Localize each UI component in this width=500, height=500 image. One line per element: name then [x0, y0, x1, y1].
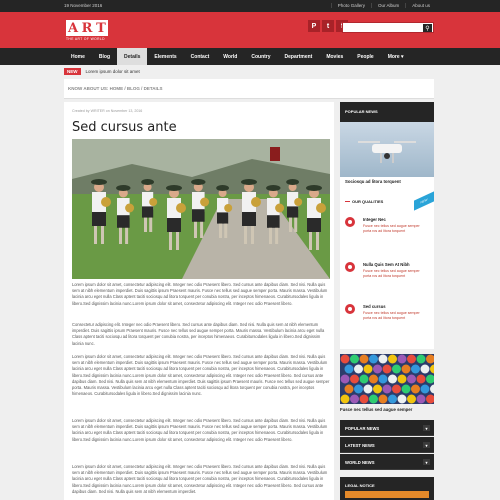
lottery-ball	[350, 355, 359, 364]
lottery-ball	[350, 375, 359, 384]
lottery-ball	[379, 355, 388, 364]
lottery-ball	[383, 365, 392, 374]
band-figure-shape	[217, 212, 228, 223]
band-figure-shape	[242, 212, 256, 226]
twitter-icon[interactable]: t	[322, 20, 334, 32]
quality-icon	[345, 304, 355, 314]
quality-desc: Fusce nec tellus sed augue semper porta ros ad litora torquent	[363, 224, 420, 233]
nav-blog[interactable]: Blog	[98, 53, 111, 60]
balls-image[interactable]	[340, 354, 434, 404]
band-figure-shape	[294, 218, 297, 232]
search-input[interactable]	[342, 22, 434, 33]
lottery-ball	[388, 355, 397, 364]
article-paragraph: Lorem ipsum dolor sit amet, consectetur adipiscing elit. Integer nec odio Praesent libero. Sed cursus ante dapibus diam. Sed nisi. Nulla quis sem at nibh elementum imperdiet. Duis sagittis ipsum Praesent mauris. Fusce nec tellus sed augue semper porta. Mauris massa. Vestibulum lacinia arcu eget nulla Class aptent taciti sociosqu ad litora torquent per conubia nostra, per inceptos himenaeos. Curabitursodales ligula in libero.Sed dignissim lacinia nunc.Lorem ipsum dolor sit amet, consectetur adipiscing elit. Integer nec odio Praesent libero.	[72, 418, 328, 442]
site-logo[interactable]	[66, 20, 108, 41]
lottery-ball	[430, 365, 434, 374]
lottery-ball	[417, 375, 426, 384]
lottery-ball	[354, 365, 363, 374]
band-figure-shape	[294, 198, 302, 206]
lottery-ball	[373, 365, 382, 374]
lottery-ball	[341, 375, 350, 384]
drone-caption[interactable]: Sociosqu ad litora torquent	[345, 179, 401, 184]
nav-home[interactable]: Home	[71, 53, 85, 60]
nav-country[interactable]: Country	[251, 53, 271, 60]
band-figure-shape	[176, 203, 186, 213]
nav-details[interactable]: Details	[117, 48, 147, 65]
lottery-ball	[360, 355, 369, 364]
band-figure-shape	[149, 198, 157, 206]
band-figure-shape	[309, 232, 312, 250]
quality-desc: Fusce nec tellus sed augue semper porta ros ad litora torquent	[363, 269, 420, 278]
lottery-ball	[379, 395, 388, 404]
site-header	[0, 12, 500, 48]
lottery-ball	[388, 375, 397, 384]
lottery-ball	[388, 395, 397, 404]
article-meta: Created by WRITER on November 13, 2016	[72, 109, 143, 113]
pinterest-icon[interactable]: P	[308, 20, 320, 32]
lottery-ball	[345, 385, 354, 394]
lottery-ball	[383, 385, 392, 394]
band-figure-shape	[306, 185, 322, 191]
top-link-photo-gallery[interactable]: Photo Gallery	[331, 3, 371, 8]
lottery-ball	[407, 395, 416, 404]
band-figure-shape	[141, 179, 154, 185]
band-figure-shape	[289, 218, 292, 232]
list-popular-news[interactable]	[340, 420, 434, 436]
band-figure-shape	[200, 198, 209, 207]
band-figure-shape	[200, 222, 203, 238]
band-figure-shape	[94, 226, 97, 244]
article-paragraph: Consectetur adipiscing elit. Integer nec odio Praesent libero. Sed cursus ante dapibus diam. Sed nisi. Nulla quis sem at nibh elementum imperdiet. Duis sagittis ipsum Praesent mauris. Fusce nec tellus sed augue semper porta. Mauris massa. Vestibulum lacinia arcu eget nulla Class aptent taciti sociosqu ad litora torquent per conubia nostra, per inceptos himenaeos. Curabitursodales ligula in libero.Sed dignissim lacinia nunc.	[72, 322, 325, 346]
list-label: WORLD NEWS	[345, 460, 375, 465]
lottery-ball	[369, 355, 378, 364]
lottery-ball	[369, 375, 378, 384]
quality-icon	[345, 217, 355, 227]
top-link-our-album[interactable]: Our Album	[371, 3, 405, 8]
sidebar	[340, 102, 434, 500]
chevron-down-icon[interactable]: ▾	[423, 459, 430, 465]
band-figure-shape	[251, 197, 261, 207]
band-figure-shape	[316, 232, 319, 250]
band-figure-shape	[192, 209, 205, 222]
band-figure-shape	[144, 218, 147, 232]
quality-title: Sed cursus	[363, 304, 386, 309]
band-figure-shape	[176, 232, 179, 250]
nav-more[interactable]: More ▾	[387, 53, 404, 60]
lottery-ball	[402, 365, 411, 374]
band-figure-shape	[167, 218, 181, 232]
lottery-ball	[364, 385, 373, 394]
quality-icon	[345, 262, 355, 272]
article-paragraph: Lorem ipsum dolor sit amet, consectetur adipiscing elit. Integer nec odio Praesent libero. Sed cursus ante dapibus diam. Sed nisi. Nulla quis sem at nibh elementum imperdiet. Duis sagittis ipsum Praesent mauris. Fusce nec tellus sed augue semper porta. Mauris massa. Vestibulum lacinia arcu eget nulla Class aptent taciti sociosqu ad litora torquent per conubia nostra, per inceptos himenaeos. Curabitursodales ligula in libero.Sed dignissim lacinia nunc.Lorem ipsum dolor sit amet, consectetur adipiscing elit. Integer nec odio Praesent libero.	[72, 282, 328, 306]
lottery-ball	[398, 355, 407, 364]
band-figure-shape	[307, 218, 321, 232]
lottery-ball	[421, 365, 430, 374]
band-figure-shape	[169, 232, 172, 250]
lottery-ball	[360, 375, 369, 384]
band-figure-shape	[241, 179, 257, 185]
band-figure-shape	[287, 206, 298, 217]
breadcrumb[interactable]: KNOW ABOUT US: HOME / BLOG / DETAILS	[64, 79, 434, 99]
band-figure-shape	[191, 179, 205, 185]
lottery-ball	[350, 395, 359, 404]
main-nav	[0, 48, 500, 65]
band-figure-shape	[224, 204, 232, 212]
lottery-ball	[392, 385, 401, 394]
lottery-ball	[402, 385, 411, 394]
lottery-ball	[379, 375, 388, 384]
lottery-ball	[407, 355, 416, 364]
band-figure-shape	[142, 206, 153, 217]
band-figure-shape	[117, 215, 130, 228]
lottery-ball	[426, 375, 434, 384]
list-world-news[interactable]	[340, 454, 434, 470]
lottery-ball	[407, 375, 416, 384]
search-icon[interactable]: ⚲	[423, 24, 432, 32]
nav-world[interactable]: World	[223, 53, 238, 60]
chevron-down-icon[interactable]: ▾	[423, 425, 430, 431]
band-flag	[270, 147, 280, 161]
lottery-ball	[430, 385, 434, 394]
lottery-ball	[411, 365, 420, 374]
band-figure-shape	[166, 185, 182, 191]
article-paragraph: Lorem ipsum dolor sit amet, consectetur adipiscing elit. Integer nec odio Praesent libero. Sed cursus ante dapibus diam. Sed nisi. Nulla quis sem at nibh elementum imperdiet. Duis sagittis ipsum Praesent mauris. Fusce nec tellus sed augue semper porta. Mauris massa. Vestibulum lacinia arcu eget nulla Class aptent taciti sociosqu ad litora torquent per conubia nostra, per inceptos himenaeos. Curabitursodales ligula in libero.Sed dignissim lacinia nunc.Lorem ipsum dolor sit amet, consectetur adipiscing elit. Integer nec odio Praesent libero. Sed cursus ante dapibus diam. Sed nisi. Nulla quis sem at nibh elementum imperdiet.	[72, 464, 328, 494]
band-figure-shape	[266, 185, 280, 191]
lottery-ball	[373, 385, 382, 394]
popular-news-heading: POPULAR NEWS	[340, 102, 434, 122]
nav-contact[interactable]: Contact	[190, 53, 210, 60]
lottery-ball	[360, 395, 369, 404]
lottery-ball	[369, 395, 378, 404]
quality-title: Integer Nec	[363, 217, 386, 222]
band-figure-shape	[275, 228, 278, 244]
new-badge: NEW	[64, 68, 81, 75]
lottery-ball	[345, 365, 354, 374]
drone-image[interactable]	[340, 122, 434, 177]
lottery-ball	[421, 385, 430, 394]
band-figure-shape	[149, 218, 152, 232]
list-label: POPULAR NEWS	[345, 426, 380, 431]
nav-movies[interactable]: Movies	[326, 53, 344, 60]
lottery-ball	[354, 385, 363, 394]
quality-title: Nulla Quis Sem At Nibh	[363, 262, 410, 267]
band-figure-shape	[101, 197, 111, 207]
lottery-ball	[341, 395, 350, 404]
top-link-about-us[interactable]: About us	[405, 3, 436, 8]
band-figure-shape	[269, 228, 272, 244]
nav-department[interactable]: Department	[284, 53, 313, 60]
band-figure-shape	[125, 228, 128, 244]
lottery-ball	[392, 365, 401, 374]
lottery-ball	[426, 355, 434, 364]
top-bar	[0, 0, 500, 12]
article-paragraph: Lorem ipsum dolor sit amet, consectetur adipiscing elit. Integer nec odio Praesent libero. Sed cursus ante dapibus diam. Sed nisi. Nulla quis sem at nibh elementum imperdiet. Duis sagittis ipsum Praesent mauris. Fusce nec tellus sed augue semper porta. Mauris massa. Vestibulum lacinia arcu eget nulla Class aptent taciti sociosqu ad litora torquent per conubia nostra, per inceptos himenaeos. Curabitursodales ligula in libero.Sed dignissim lacinia nunc.Lorem ipsum dolor sit amet, consectetur adipiscing elit. Integer nec odio Praesent libero. Sed cursus ante dapibus diam. Sed nisi. Nulla quis sem at nibh elementum imperdiet. Duis sagittis ipsum Praesent mauris. Fusce nec tellus sed augue semper porta. Mauris massa. Vestibulum lacinia arcu eget nulla Class aptent taciti sociosqu ad litora torquent per conubia nostra, per inceptos himenaeos. Curabitursodales ligula in libero.Sed dignissim lacinia nunc.	[72, 354, 330, 397]
list-latest-news[interactable]	[340, 437, 434, 453]
logo-letter-r: R	[81, 20, 93, 36]
lottery-ball	[417, 355, 426, 364]
band-figure-shape	[119, 228, 122, 244]
lottery-ball	[417, 395, 426, 404]
qualities-heading	[345, 199, 383, 204]
news-ticker	[64, 68, 140, 75]
band-figure-shape	[216, 185, 229, 191]
band-figure-shape	[101, 226, 104, 244]
qualities-heading-text: OUR QUALITIES	[352, 199, 384, 204]
band-figure-shape	[224, 224, 227, 238]
band-figure-shape	[286, 179, 299, 185]
logo-subtitle: THE ART OF WORLD	[66, 37, 105, 41]
quality-desc: Fusce nec tellus sed augue semper porta ros ad litora torquent	[363, 311, 420, 320]
logo-letter-t: T	[94, 20, 108, 36]
lottery-ball	[341, 355, 350, 364]
article	[64, 102, 334, 500]
band-figure-shape	[267, 215, 280, 228]
article-title: Sed cursus ante	[72, 120, 177, 135]
band-figure-shape	[116, 185, 130, 191]
ticker-text[interactable]: Lorem ipsum dolor sit amet	[85, 69, 140, 74]
band-figure-shape	[275, 204, 284, 213]
band-figure-shape	[194, 222, 197, 238]
legal-notice	[340, 477, 434, 500]
band-figure-shape	[91, 179, 107, 185]
corner-ribbon: NEW	[414, 191, 434, 210]
lottery-ball	[364, 365, 373, 374]
logo-letter-a: A	[67, 20, 79, 36]
band-figure-shape	[92, 212, 106, 226]
balls-caption[interactable]: Fusce nec tellus sed augue semper	[340, 407, 413, 412]
lottery-ball	[426, 395, 434, 404]
nav-people[interactable]: People	[357, 53, 374, 60]
list-label: LATEST NEWS	[345, 443, 375, 448]
legal-notice-heading: LEGAL NOTICE	[345, 483, 375, 488]
band-figure-shape	[219, 224, 222, 238]
nav-elements[interactable]: Elements	[154, 53, 177, 60]
lottery-ball	[411, 385, 420, 394]
band-figure-shape	[244, 226, 247, 244]
current-date: 19 November 2016	[64, 3, 103, 8]
lottery-ball	[398, 375, 407, 384]
band-figure-shape	[316, 203, 326, 213]
article-photo	[72, 139, 330, 279]
band-figure-shape	[251, 226, 254, 244]
legal-bar	[345, 491, 429, 498]
chevron-down-icon[interactable]: ▾	[423, 442, 430, 448]
lottery-ball	[398, 395, 407, 404]
band-figure-shape	[125, 204, 134, 213]
top-links	[331, 3, 436, 8]
